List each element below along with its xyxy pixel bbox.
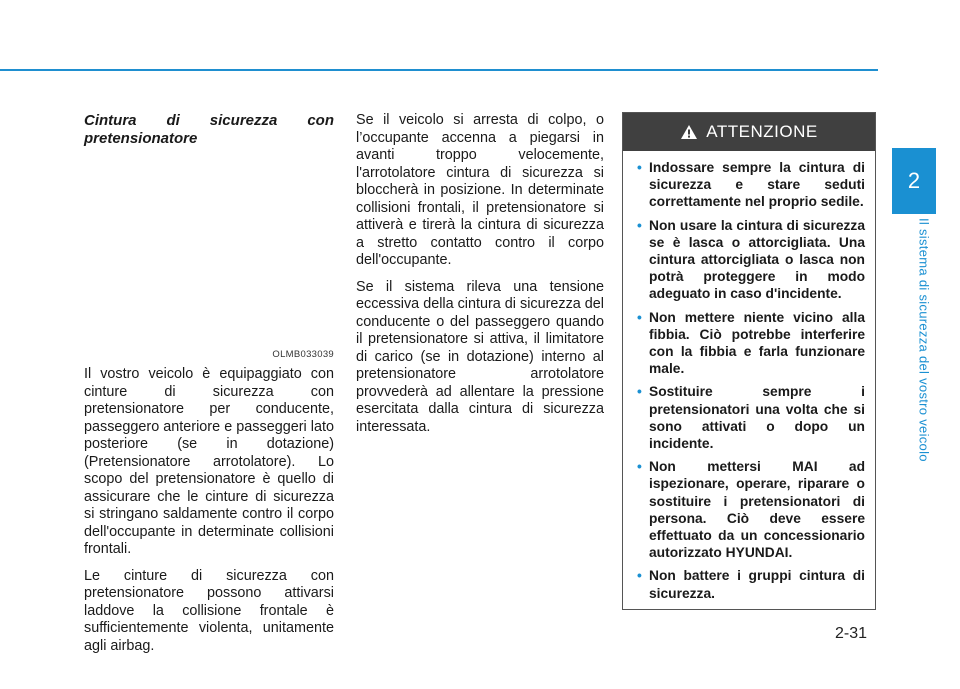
chapter-title: Il sistema di sicurezza del vostro veicolo	[916, 218, 932, 462]
warning-item: • Non mettere niente vicino alla fibbia. Ciò potrebbe interferire con la fibbia e farla funzionare male.	[637, 309, 865, 377]
bullet-icon: •	[637, 384, 642, 400]
bullet-icon: •	[637, 459, 642, 475]
warning-list	[623, 151, 875, 602]
warning-title: ATTENZIONE	[706, 122, 818, 141]
page-number: 2-31	[835, 625, 868, 642]
paragraph: Il vostro veicolo è equipaggiato con cinture di sicurezza con pretensionatore per conducente, passeggero anteriore e passeggeri lato posteriore (se in dotazione) (Pretensionatore arrotolatore). Lo scopo del pretensionatore è quello di assicurare che le cinture di sicurezza si stringano saldamente contro il corpo dell'occupante in determinate collisioni frontali.	[84, 366, 334, 557]
warning-box	[622, 112, 876, 610]
column-middle	[356, 112, 604, 445]
bullet-icon: •	[637, 217, 642, 233]
paragraph: Se il veicolo si arresta di colpo, o l’occupante accenna a piegarsi in avanti troppo velocemente, l'arrotolatore cintura di sicurezza si bloccherà in posizione. In determinate collisioni frontali, il pretensionatore si attiverà e tirerà la cintura di sicurezza a stretto contatto contro il corpo dell'occupante.	[356, 112, 604, 268]
chapter-tab: 2	[892, 148, 936, 214]
warning-triangle-icon	[680, 124, 698, 140]
warning-item: • Non mettersi MAI ad ispezionare, operare, riparare o sostituire i pretensionatori di persona. Ciò deve essere effettuato da un concessionario autorizzato HYUNDAI.	[637, 459, 865, 561]
warning-item: • Sostituire sempre i pretensionatori una volta che si sono attivati o dopo un incidente.	[637, 384, 865, 452]
figure-code: OLMB033039	[272, 348, 334, 360]
top-rule	[0, 69, 878, 71]
bullet-icon: •	[637, 568, 642, 584]
paragraph: Se il sistema rileva una tensione eccessiva della cintura di sicurezza del conducente o del passeggero quando il pretensionatore si attiva, il limitatore di carico (se in dotazione) interno al pretensionatore arrotolatore provvederà ad allentare la pressione esercitata dalla cintura di sicurezza interessata.	[356, 278, 604, 435]
warning-item: • Indossare sempre la cintura di sicurezza e stare seduti correttamente nel proprio sedile.	[637, 160, 865, 210]
section-heading: Cintura di sicurezza con pretensionatore	[84, 112, 334, 147]
bullet-icon: •	[637, 309, 642, 325]
bullet-icon: •	[637, 160, 642, 175]
column-left	[84, 112, 334, 664]
warning-item: • Non battere i gruppi cintura di sicurezza.	[637, 568, 865, 601]
warning-header	[623, 113, 875, 151]
paragraph: Le cinture di sicurezza con pretensionatore possono attivarsi laddove la collisione frontale è sufficientemente violenta, unitamente agli airbag.	[84, 567, 334, 654]
warning-item: • Non usare la cintura di sicurezza se è lasca o attorcigliata. Una cintura attorcigliata o lasca non potrà proteggere in modo adeguato in caso d'incidente.	[637, 217, 865, 302]
figure	[84, 157, 334, 366]
